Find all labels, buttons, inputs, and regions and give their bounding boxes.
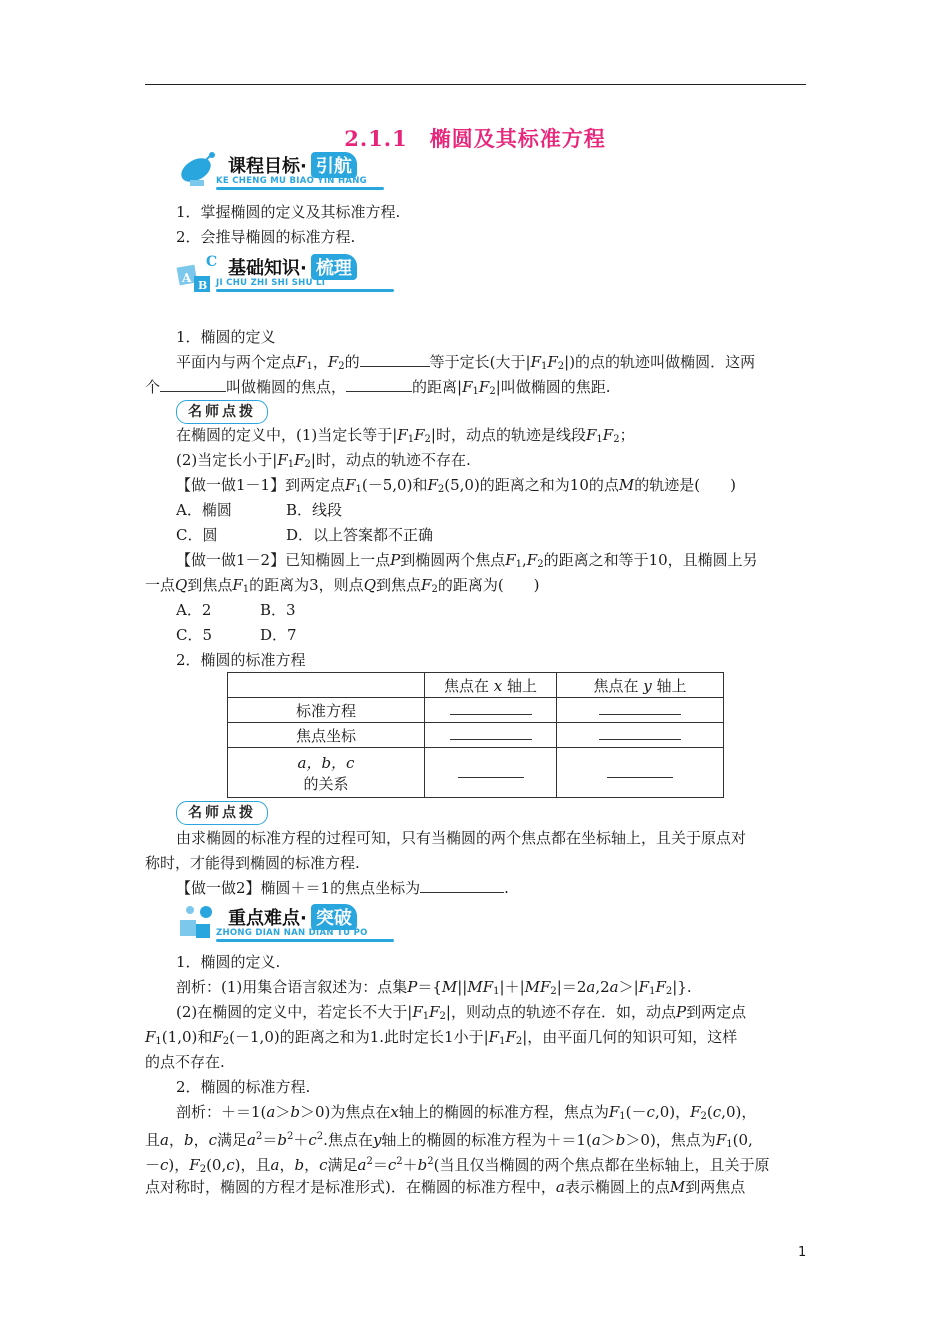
section-1-heading: 1．椭圆的定义 [176, 328, 276, 346]
table-cell-blank[interactable] [557, 748, 724, 798]
table-header-x: 焦点在 x 轴上 [425, 673, 557, 698]
top-rule [145, 84, 806, 85]
answer-blank[interactable] [346, 377, 412, 392]
option-d: D．7 [260, 626, 297, 644]
banner-course-goals [176, 150, 386, 194]
tip1-line-2: (2)当定长小于$|F_1F_2|$时，动点的轨迹不存在. [176, 451, 471, 470]
table-row-label: 焦点坐标 [228, 723, 425, 748]
banner-title: 课程目标· 引航 [228, 152, 357, 178]
exercise-1-1: 【做一做1－1】到两定点$F_1(-5,0)$和$F_2(5,0)$的距离之和为10的点M的轨迹是( ) [176, 476, 736, 495]
table-row-label: 标准方程 [228, 698, 425, 723]
page-title: 2.1.1 椭圆及其标准方程 [344, 126, 606, 151]
key-1-line-1: 剖析：(1)用集合语言叙述为：点集$P=\{M||MF_1|+|MF_2|=2a,2a>|F_1F_2|\}$. [176, 978, 692, 997]
key-2-line-4: 点对称时，椭圆的方程才是标准形式)．在椭圆的标准方程中，a表示椭圆上的点M到两焦点 [145, 1178, 746, 1196]
exercise-1-2-line-2: 一点Q到焦点$F_1$的距离为3，则点Q到焦点$F_2$的距离为( ) [145, 576, 540, 595]
tip-label: 名师点拨 [176, 801, 268, 825]
key-2-line-1: 剖析：＋＝1(a＞b＞0)为焦点在x轴上的椭圆的标准方程，焦点为$F_1(-c,0)$，$F_2(c,0)$， [176, 1103, 757, 1122]
exercise-2: 【做一做2】椭圆＋＝1的焦点坐标为 . [176, 879, 509, 897]
definition-line-2: 个 叫做椭圆的焦点， 的距离$|F_1F_2|$叫做椭圆的焦距. [145, 378, 611, 397]
key-1-heading: 1．椭圆的定义. [176, 953, 281, 971]
option-c: C．5 [176, 626, 213, 644]
goal-2: 2．会推导椭圆的标准方程. [176, 228, 356, 246]
banner-pinyin: KE CHENG MU BIAO YIN HANG [216, 176, 367, 186]
svg-text:C: C [206, 254, 218, 270]
table-cell-blank[interactable] [557, 723, 724, 748]
banner-title: 重点难点· 突破 [228, 904, 357, 930]
key-1-line-2: (2)在椭圆的定义中，若定长不大于$|F_1F_2|$，则动点的轨迹不存在．如，动点P到两定点 [176, 1003, 747, 1022]
svg-text:B: B [198, 279, 208, 292]
banner-pinyin: ZHONG DIAN NAN DIAN TU PO [216, 928, 368, 938]
tip1-line-1: 在椭圆的定义中，(1)当定长等于$|F_1F_2|$时，动点的轨迹是线段$F_1F_2$； [176, 426, 635, 445]
banner-underline [216, 289, 394, 292]
banner-basic-knowledge [176, 252, 406, 296]
section-2-heading: 2．椭圆的标准方程 [176, 651, 306, 669]
option-a: A．2 [176, 601, 212, 619]
key-2-line-3: －c)，$F_2(0,c)$，且a，b，c满足$a^2=c^2+b^2$(当且仅当椭圆的两个焦点都在坐标轴上，且关于原 [145, 1156, 770, 1175]
option-b: B．线段 [286, 501, 343, 519]
table-cell-blank[interactable] [425, 748, 557, 798]
table-cell-blank[interactable] [425, 723, 557, 748]
table-cell-blank[interactable] [557, 698, 724, 723]
key-2-heading: 2．椭圆的标准方程. [176, 1078, 311, 1096]
banner-pinyin: JI CHU ZHI SHI SHU LI [216, 278, 326, 288]
tip-label: 名师点拨 [176, 400, 268, 424]
answer-blank[interactable] [360, 352, 430, 367]
option-c: C．圆 [176, 526, 218, 544]
option-d: D．以上答案都不正确 [286, 526, 434, 544]
key-1-line-4: 的点不存在. [145, 1053, 225, 1071]
table-row-label: a，b，c 的关系 [228, 748, 425, 798]
page-number: 1 [798, 1245, 807, 1260]
exercise-1-2-line-1: 【做一做1－2】已知椭圆上一点P到椭圆两个焦点$F_1,F_2$的距离之和等于10，且椭圆上另 [176, 551, 758, 570]
table-header-y: 焦点在 y 轴上 [557, 673, 724, 698]
tip2-line-1: 由求椭圆的标准方程的过程可知，只有当椭圆的两个焦点都在坐标轴上，且关于原点对 [176, 829, 747, 847]
key-2-line-2: 且a，b，c满足$a^2=b^2+c^2$.焦点在y轴上的椭圆的标准方程为＋＝1(a＞b＞0)，焦点为$F_1(0$, [145, 1131, 753, 1150]
banner-title: 基础知识· 梳理 [228, 254, 357, 280]
banner-key-difficulties [176, 902, 406, 946]
goal-1: 1．掌握椭圆的定义及其标准方程. [176, 203, 401, 221]
key-1-line-3: $F_1(1,0)$和$F_2(-1,0)$的距离之和为1.此时定长1小于$|F_1F_2|$，由平面几何的知识可知，这样 [145, 1028, 738, 1047]
banner-underline [216, 187, 384, 190]
answer-blank[interactable] [160, 377, 226, 392]
svg-text:A: A [182, 271, 192, 285]
table-corner [228, 673, 425, 698]
banner-underline [216, 939, 394, 942]
table-cell-blank[interactable] [425, 698, 557, 723]
standard-equation-table [227, 672, 724, 798]
option-b: B．3 [260, 601, 296, 619]
definition-line-1: 平面内与两个定点$F_1$，$F_2$的 等于定长(大于$|F_1F_2|$)的点的轨迹叫做椭圆．这两 [176, 353, 756, 372]
answer-blank[interactable] [420, 878, 504, 893]
tip2-line-2: 称时，才能得到椭圆的标准方程. [145, 854, 360, 872]
option-a: A．椭圆 [176, 501, 232, 519]
